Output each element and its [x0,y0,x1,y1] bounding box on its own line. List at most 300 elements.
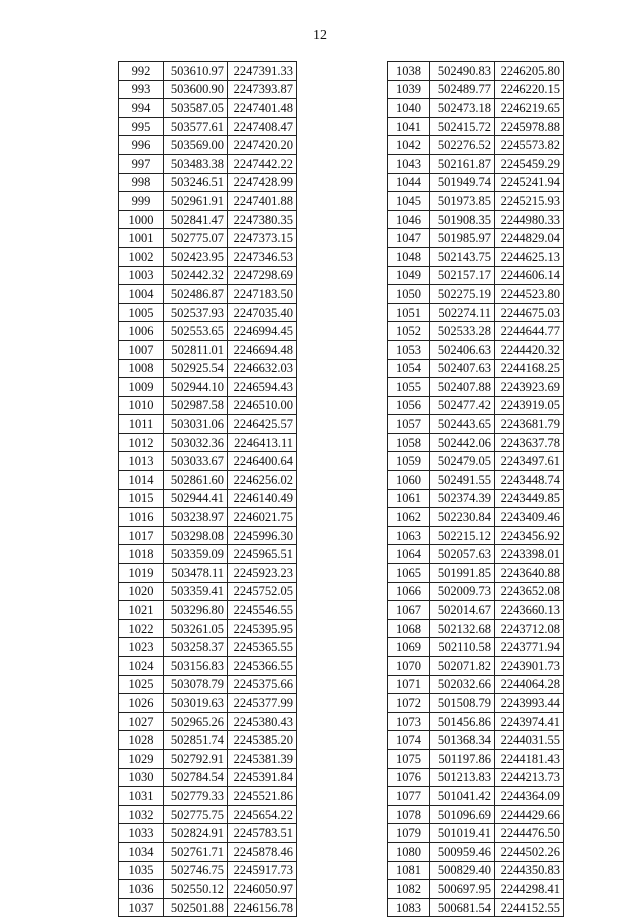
x-coordinate-cell: 503587.05 [164,99,228,118]
y-coordinate-cell: 2245366.55 [228,657,297,676]
table-row [388,62,564,81]
x-coordinate-cell: 501213.83 [430,768,495,787]
y-coordinate-cell: 2245380.43 [228,712,297,731]
y-coordinate-cell: 2243449.85 [495,489,564,508]
table-row [119,322,297,341]
point-number-cell: 1083 [388,898,430,917]
x-coordinate-cell: 502792.91 [164,749,228,768]
point-number-cell: 1005 [119,303,164,322]
point-number-cell: 993 [119,80,164,99]
point-number-cell: 1054 [388,359,430,378]
table-row [119,136,297,155]
x-coordinate-cell: 501368.34 [430,731,495,750]
table-row [119,842,297,861]
point-number-cell: 1034 [119,842,164,861]
point-number-cell: 1078 [388,805,430,824]
y-coordinate-cell: 2245546.55 [228,601,297,620]
y-coordinate-cell: 2244644.77 [495,322,564,341]
y-coordinate-cell: 2245878.46 [228,842,297,861]
table-row [388,415,564,434]
x-coordinate-cell: 502784.54 [164,768,228,787]
table-row [119,749,297,768]
table-row [388,731,564,750]
x-coordinate-cell: 502550.12 [164,880,228,899]
point-number-cell: 1000 [119,210,164,229]
point-number-cell: 1051 [388,303,430,322]
table-row [119,675,297,694]
y-coordinate-cell: 2244152.55 [495,898,564,917]
x-coordinate-cell: 503610.97 [164,62,228,81]
x-coordinate-cell: 502014.67 [430,601,495,620]
point-number-cell: 1077 [388,787,430,806]
point-number-cell: 1018 [119,545,164,564]
x-coordinate-cell: 501197.86 [430,749,495,768]
point-number-cell: 1071 [388,675,430,694]
x-coordinate-cell: 502851.74 [164,731,228,750]
x-coordinate-cell: 502276.52 [430,136,495,155]
point-number-cell: 1079 [388,824,430,843]
table-row [388,99,564,118]
table-row [388,80,564,99]
point-number-cell: 992 [119,62,164,81]
y-coordinate-cell: 2244298.41 [495,880,564,899]
point-number-cell: 1002 [119,247,164,266]
table-row [388,657,564,676]
x-coordinate-cell: 502157.17 [430,266,495,285]
table-row [388,229,564,248]
x-coordinate-cell: 503296.80 [164,601,228,620]
y-coordinate-cell: 2243923.69 [495,378,564,397]
table-row [119,657,297,676]
point-number-cell: 1066 [388,582,430,601]
table-row [119,210,297,229]
table-row [119,452,297,471]
x-coordinate-cell: 503359.09 [164,545,228,564]
point-number-cell: 1033 [119,824,164,843]
point-number-cell: 1061 [388,489,430,508]
x-coordinate-cell: 502132.68 [430,619,495,638]
point-number-cell: 1043 [388,154,430,173]
point-number-cell: 1036 [119,880,164,899]
table-row [388,601,564,620]
y-coordinate-cell: 2247298.69 [228,266,297,285]
point-number-cell: 1035 [119,861,164,880]
x-coordinate-cell: 501973.85 [430,192,495,211]
y-coordinate-cell: 2247408.47 [228,117,297,136]
table-row [119,545,297,564]
y-coordinate-cell: 2246694.48 [228,340,297,359]
x-coordinate-cell: 502407.63 [430,359,495,378]
table-row [119,619,297,638]
coordinate-table-left [118,61,297,917]
point-number-cell: 1052 [388,322,430,341]
y-coordinate-cell: 2247442.22 [228,154,297,173]
y-coordinate-cell: 2244181.43 [495,749,564,768]
y-coordinate-cell: 2247183.50 [228,285,297,304]
coordinate-table-right [387,61,564,917]
y-coordinate-cell: 2246425.57 [228,415,297,434]
table-row [388,266,564,285]
table-row [119,880,297,899]
point-number-cell: 1001 [119,229,164,248]
table-row [119,638,297,657]
table-row [388,805,564,824]
table-row [388,787,564,806]
point-number-cell: 1045 [388,192,430,211]
x-coordinate-cell: 501991.85 [430,564,495,583]
y-coordinate-cell: 2245654.22 [228,805,297,824]
point-number-cell: 1026 [119,694,164,713]
table-row [388,303,564,322]
x-coordinate-cell: 503258.37 [164,638,228,657]
point-number-cell: 1004 [119,285,164,304]
table-row [119,471,297,490]
x-coordinate-cell: 502143.75 [430,247,495,266]
point-number-cell: 1027 [119,712,164,731]
point-number-cell: 1031 [119,787,164,806]
table-row [388,545,564,564]
table-row [119,582,297,601]
table-row [119,62,297,81]
table-row [119,712,297,731]
point-number-cell: 1016 [119,508,164,527]
x-coordinate-cell: 501508.79 [430,694,495,713]
y-coordinate-cell: 2243448.74 [495,471,564,490]
y-coordinate-cell: 2244606.14 [495,266,564,285]
point-number-cell: 1011 [119,415,164,434]
x-coordinate-cell: 503019.63 [164,694,228,713]
table-row [119,415,297,434]
x-coordinate-cell: 503032.36 [164,433,228,452]
table-row [388,210,564,229]
x-coordinate-cell: 502071.82 [430,657,495,676]
table-row [388,842,564,861]
x-coordinate-cell: 502442.32 [164,266,228,285]
point-number-cell: 1039 [388,80,430,99]
x-coordinate-cell: 502473.18 [430,99,495,118]
y-coordinate-cell: 2246140.49 [228,489,297,508]
y-coordinate-cell: 2243771.94 [495,638,564,657]
y-coordinate-cell: 2243456.92 [495,526,564,545]
table-row [119,80,297,99]
table-row [388,564,564,583]
x-coordinate-cell: 502407.88 [430,378,495,397]
x-coordinate-cell: 502944.10 [164,378,228,397]
x-coordinate-cell: 502415.72 [430,117,495,136]
table-row [119,359,297,378]
page-number: 12 [313,28,327,43]
point-number-cell: 1055 [388,378,430,397]
table-row [119,489,297,508]
y-coordinate-cell: 2244625.13 [495,247,564,266]
table-row [388,340,564,359]
table-row [119,99,297,118]
table-row [388,117,564,136]
table-row [388,675,564,694]
x-coordinate-cell: 502811.01 [164,340,228,359]
point-number-cell: 1037 [119,898,164,917]
point-number-cell: 1038 [388,62,430,81]
y-coordinate-cell: 2244064.28 [495,675,564,694]
table-row [119,117,297,136]
table-row [119,192,297,211]
x-coordinate-cell: 501096.69 [430,805,495,824]
point-number-cell: 1030 [119,768,164,787]
x-coordinate-cell: 500697.95 [430,880,495,899]
y-coordinate-cell: 2243712.08 [495,619,564,638]
y-coordinate-cell: 2246205.80 [495,62,564,81]
point-number-cell: 1056 [388,396,430,415]
y-coordinate-cell: 2244675.03 [495,303,564,322]
point-number-cell: 1012 [119,433,164,452]
table-row [119,694,297,713]
x-coordinate-cell: 503600.90 [164,80,228,99]
table-row [388,322,564,341]
x-coordinate-cell: 503483.38 [164,154,228,173]
point-number-cell: 1048 [388,247,430,266]
x-coordinate-cell: 502032.66 [430,675,495,694]
y-coordinate-cell: 2245573.82 [495,136,564,155]
x-coordinate-cell: 503569.00 [164,136,228,155]
y-coordinate-cell: 2244168.25 [495,359,564,378]
table-row [119,285,297,304]
point-number-cell: 1047 [388,229,430,248]
point-number-cell: 1049 [388,266,430,285]
x-coordinate-cell: 503261.05 [164,619,228,638]
table-row [119,508,297,527]
table-row [119,861,297,880]
table-row [119,768,297,787]
y-coordinate-cell: 2247401.88 [228,192,297,211]
y-coordinate-cell: 2243919.05 [495,396,564,415]
point-number-cell: 1023 [119,638,164,657]
point-number-cell: 1032 [119,805,164,824]
point-number-cell: 1024 [119,657,164,676]
y-coordinate-cell: 2245783.51 [228,824,297,843]
point-number-cell: 1075 [388,749,430,768]
y-coordinate-cell: 2246594.43 [228,378,297,397]
table-row [388,861,564,880]
x-coordinate-cell: 503031.06 [164,415,228,434]
y-coordinate-cell: 2247346.53 [228,247,297,266]
x-coordinate-cell: 502374.39 [430,489,495,508]
point-number-cell: 1081 [388,861,430,880]
y-coordinate-cell: 2244031.55 [495,731,564,750]
x-coordinate-cell: 503033.67 [164,452,228,471]
table-row [388,508,564,527]
y-coordinate-cell: 2246632.03 [228,359,297,378]
table-row [119,601,297,620]
x-coordinate-cell: 502533.28 [430,322,495,341]
x-coordinate-cell: 502161.87 [430,154,495,173]
point-number-cell: 1009 [119,378,164,397]
table-row [119,564,297,583]
x-coordinate-cell: 503359.41 [164,582,228,601]
x-coordinate-cell: 501019.41 [430,824,495,843]
y-coordinate-cell: 2244476.50 [495,824,564,843]
x-coordinate-cell: 502761.71 [164,842,228,861]
point-number-cell: 1025 [119,675,164,694]
point-number-cell: 1080 [388,842,430,861]
x-coordinate-cell: 502443.65 [430,415,495,434]
y-coordinate-cell: 2246413.11 [228,433,297,452]
y-coordinate-cell: 2243901.73 [495,657,564,676]
table-row [388,136,564,155]
table-row [119,824,297,843]
point-number-cell: 1010 [119,396,164,415]
table-row [119,378,297,397]
y-coordinate-cell: 2244350.83 [495,861,564,880]
point-number-cell: 1040 [388,99,430,118]
y-coordinate-cell: 2245385.20 [228,731,297,750]
x-coordinate-cell: 502987.58 [164,396,228,415]
point-number-cell: 1057 [388,415,430,434]
x-coordinate-cell: 502486.87 [164,285,228,304]
y-coordinate-cell: 2245241.94 [495,173,564,192]
point-number-cell: 1015 [119,489,164,508]
y-coordinate-cell: 2245215.93 [495,192,564,211]
table-row [388,378,564,397]
y-coordinate-cell: 2247393.87 [228,80,297,99]
y-coordinate-cell: 2245377.99 [228,694,297,713]
y-coordinate-cell: 2244523.80 [495,285,564,304]
x-coordinate-cell: 500959.46 [430,842,495,861]
y-coordinate-cell: 2243398.01 [495,545,564,564]
point-number-cell: 1062 [388,508,430,527]
x-coordinate-cell: 502775.75 [164,805,228,824]
y-coordinate-cell: 2245752.05 [228,582,297,601]
x-coordinate-cell: 502479.05 [430,452,495,471]
point-number-cell: 1019 [119,564,164,583]
x-coordinate-cell: 501985.97 [430,229,495,248]
point-number-cell: 1046 [388,210,430,229]
y-coordinate-cell: 2244502.26 [495,842,564,861]
y-coordinate-cell: 2246050.97 [228,880,297,899]
table-row [388,489,564,508]
y-coordinate-cell: 2245917.73 [228,861,297,880]
x-coordinate-cell: 502275.19 [430,285,495,304]
x-coordinate-cell: 502442.06 [430,433,495,452]
point-number-cell: 1073 [388,712,430,731]
x-coordinate-cell: 502775.07 [164,229,228,248]
table-row [119,173,297,192]
x-coordinate-cell: 501456.86 [430,712,495,731]
x-coordinate-cell: 502423.95 [164,247,228,266]
point-number-cell: 1003 [119,266,164,285]
y-coordinate-cell: 2247035.40 [228,303,297,322]
y-coordinate-cell: 2244213.73 [495,768,564,787]
x-coordinate-cell: 502491.55 [430,471,495,490]
y-coordinate-cell: 2247428.99 [228,173,297,192]
point-number-cell: 996 [119,136,164,155]
x-coordinate-cell: 502944.41 [164,489,228,508]
table-row [388,898,564,917]
x-coordinate-cell: 503238.97 [164,508,228,527]
point-number-cell: 1068 [388,619,430,638]
table-row [388,192,564,211]
point-number-cell: 1063 [388,526,430,545]
y-coordinate-cell: 2243681.79 [495,415,564,434]
table-row [119,154,297,173]
x-coordinate-cell: 502057.63 [430,545,495,564]
y-coordinate-cell: 2246219.65 [495,99,564,118]
table-row [119,303,297,322]
y-coordinate-cell: 2243637.78 [495,433,564,452]
table-row [119,898,297,917]
point-number-cell: 1029 [119,749,164,768]
point-number-cell: 1065 [388,564,430,583]
table-row [388,619,564,638]
x-coordinate-cell: 503078.79 [164,675,228,694]
y-coordinate-cell: 2247420.20 [228,136,297,155]
y-coordinate-cell: 2243652.08 [495,582,564,601]
y-coordinate-cell: 2245381.39 [228,749,297,768]
point-number-cell: 1041 [388,117,430,136]
y-coordinate-cell: 2244364.09 [495,787,564,806]
x-coordinate-cell: 503246.51 [164,173,228,192]
x-coordinate-cell: 502925.54 [164,359,228,378]
table-row [119,340,297,359]
point-number-cell: 1028 [119,731,164,750]
x-coordinate-cell: 502746.75 [164,861,228,880]
x-coordinate-cell: 502215.12 [430,526,495,545]
y-coordinate-cell: 2245395.95 [228,619,297,638]
table-row [119,266,297,285]
point-number-cell: 994 [119,99,164,118]
y-coordinate-cell: 2246156.78 [228,898,297,917]
y-coordinate-cell: 2247380.35 [228,210,297,229]
y-coordinate-cell: 2243974.41 [495,712,564,731]
y-coordinate-cell: 2247401.48 [228,99,297,118]
x-coordinate-cell: 502961.91 [164,192,228,211]
table-row [119,526,297,545]
point-number-cell: 995 [119,117,164,136]
table-row [388,638,564,657]
x-coordinate-cell: 502861.60 [164,471,228,490]
point-number-cell: 1070 [388,657,430,676]
x-coordinate-cell: 501041.42 [430,787,495,806]
x-coordinate-cell: 502489.77 [430,80,495,99]
y-coordinate-cell: 2244420.32 [495,340,564,359]
point-number-cell: 1058 [388,433,430,452]
y-coordinate-cell: 2243409.46 [495,508,564,527]
x-coordinate-cell: 500829.40 [430,861,495,880]
y-coordinate-cell: 2244429.66 [495,805,564,824]
y-coordinate-cell: 2245996.30 [228,526,297,545]
y-coordinate-cell: 2246510.00 [228,396,297,415]
x-coordinate-cell: 502537.93 [164,303,228,322]
x-coordinate-cell: 502406.63 [430,340,495,359]
x-coordinate-cell: 502553.65 [164,322,228,341]
y-coordinate-cell: 2245978.88 [495,117,564,136]
point-number-cell: 1059 [388,452,430,471]
y-coordinate-cell: 2246220.15 [495,80,564,99]
table-row [119,396,297,415]
table-row [388,433,564,452]
y-coordinate-cell: 2245391.84 [228,768,297,787]
table-row [119,805,297,824]
point-number-cell: 1006 [119,322,164,341]
x-coordinate-cell: 502009.73 [430,582,495,601]
x-coordinate-cell: 503156.83 [164,657,228,676]
table-row [388,359,564,378]
point-number-cell: 1067 [388,601,430,620]
x-coordinate-cell: 502274.11 [430,303,495,322]
table-row [388,824,564,843]
point-number-cell: 1017 [119,526,164,545]
y-coordinate-cell: 2243640.88 [495,564,564,583]
y-coordinate-cell: 2243660.13 [495,601,564,620]
